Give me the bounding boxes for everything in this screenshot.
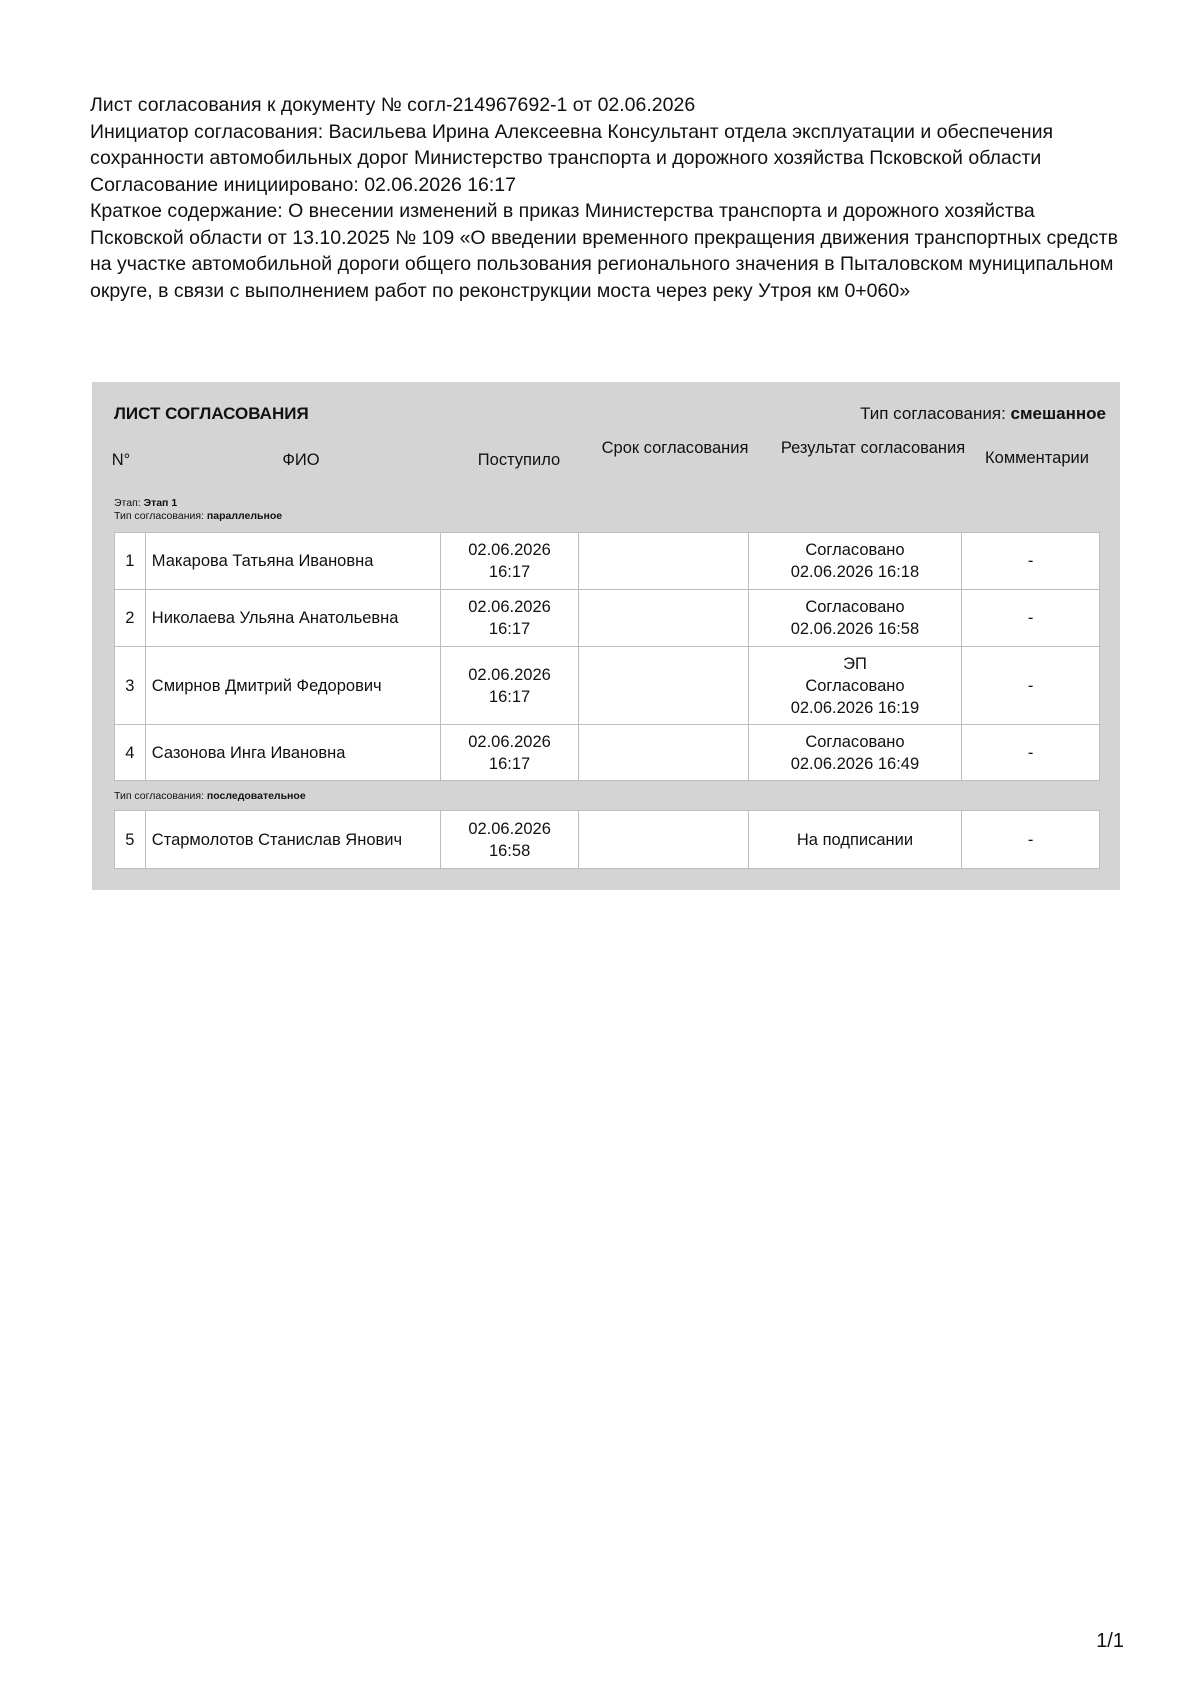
document-header (90, 92, 1120, 304)
row-received: 02.06.2026 16:58 (440, 811, 579, 869)
row-num: 3 (115, 647, 146, 725)
row-due (579, 725, 748, 781)
row-received: 02.06.2026 16:17 (440, 725, 579, 781)
row-due (579, 533, 748, 590)
table-row (115, 647, 1100, 725)
column-header-due: Срок согласования (601, 439, 749, 457)
row-comment: - (962, 647, 1100, 725)
approval-sheet (92, 382, 1120, 890)
column-header-comments: Комментарии (985, 449, 1089, 467)
table-row (115, 725, 1100, 781)
row-fio: Смирнов Дмитрий Федорович (145, 647, 440, 725)
column-header-result: Результат согласования (780, 439, 966, 457)
row-result: На подписании (748, 811, 962, 869)
row-num: 1 (115, 533, 146, 590)
column-header-num: N° (111, 451, 131, 469)
initiated-timestamp: Согласование инициировано: 02.06.2026 16:17 (90, 173, 517, 196)
sheet-type-value: смешанное (1010, 404, 1106, 423)
stage-2-type: последовательное (206, 790, 306, 802)
table-row (115, 533, 1100, 590)
row-num: 4 (115, 725, 146, 781)
row-due (579, 647, 748, 725)
row-comment: - (962, 811, 1100, 869)
row-result: Согласовано 02.06.2026 16:18 (748, 533, 962, 590)
sheet-type-label: Тип согласования: (860, 404, 1011, 423)
stage-2-info: Тип согласования: последовательное (114, 790, 306, 802)
row-fio: Николаева Ульяна Анатольевна (145, 590, 440, 647)
table-row (115, 590, 1100, 647)
row-due (579, 590, 748, 647)
row-result: ЭП Согласовано 02.06.2026 16:19 (748, 647, 962, 725)
column-header-received: Поступило (477, 451, 561, 469)
page-number: 1/1 (1096, 1630, 1124, 1652)
row-result: Согласовано 02.06.2026 16:58 (748, 590, 962, 647)
row-comment: - (962, 590, 1100, 647)
row-fio: Сазонова Инга Ивановна (145, 725, 440, 781)
sheet-approval-type (860, 404, 1106, 424)
stage-2-table (114, 810, 1100, 869)
stage-1-type: параллельное (206, 510, 283, 522)
row-received: 02.06.2026 16:17 (440, 533, 579, 590)
row-received: 02.06.2026 16:17 (440, 590, 579, 647)
initiator-info: Инициатор согласования: Васильева Ирина Алексеевна Консультант отдела эксплуатации и обеспечения сохранности автомобильных дорог Министерство транспорта и дорожного хозяйства Псковской области (90, 120, 1054, 169)
row-due (579, 811, 748, 869)
stage-1-name: Этап 1 (143, 497, 178, 509)
row-fio: Стармолотов Станислав Янович (145, 811, 440, 869)
column-header-fio: ФИО (282, 451, 320, 469)
sheet-title: ЛИСТ СОГЛАСОВАНИЯ (114, 404, 309, 423)
row-comment: - (962, 533, 1100, 590)
table-row (115, 811, 1100, 869)
row-result: Согласовано 02.06.2026 16:49 (748, 725, 962, 781)
row-num: 5 (115, 811, 146, 869)
summary-text: Краткое содержание: О внесении изменений в приказ Министерства транспорта и дорожного хозяйства Псковской области от 13.10.2025 № 109 «О введении временного прекращения движения транспортных средств на участке автомобильной дороги общего пользования регионального значения в Пыталовском муниципальном округе, в связи с выполнением работ по реконструкции моста через реку Утроя км 0+060» (90, 200, 1118, 302)
stage-1-info: Этап: Этап 1 Тип согласования: параллельное (114, 497, 283, 522)
document-reference: Лист согласования к документу № согл-214967692-1 от 02.06.2026 (90, 94, 696, 116)
row-received: 02.06.2026 16:17 (440, 647, 579, 725)
row-num: 2 (115, 590, 146, 647)
row-comment: - (962, 725, 1100, 781)
stage-1-table (114, 532, 1100, 781)
row-fio: Макарова Татьяна Ивановна (145, 533, 440, 590)
